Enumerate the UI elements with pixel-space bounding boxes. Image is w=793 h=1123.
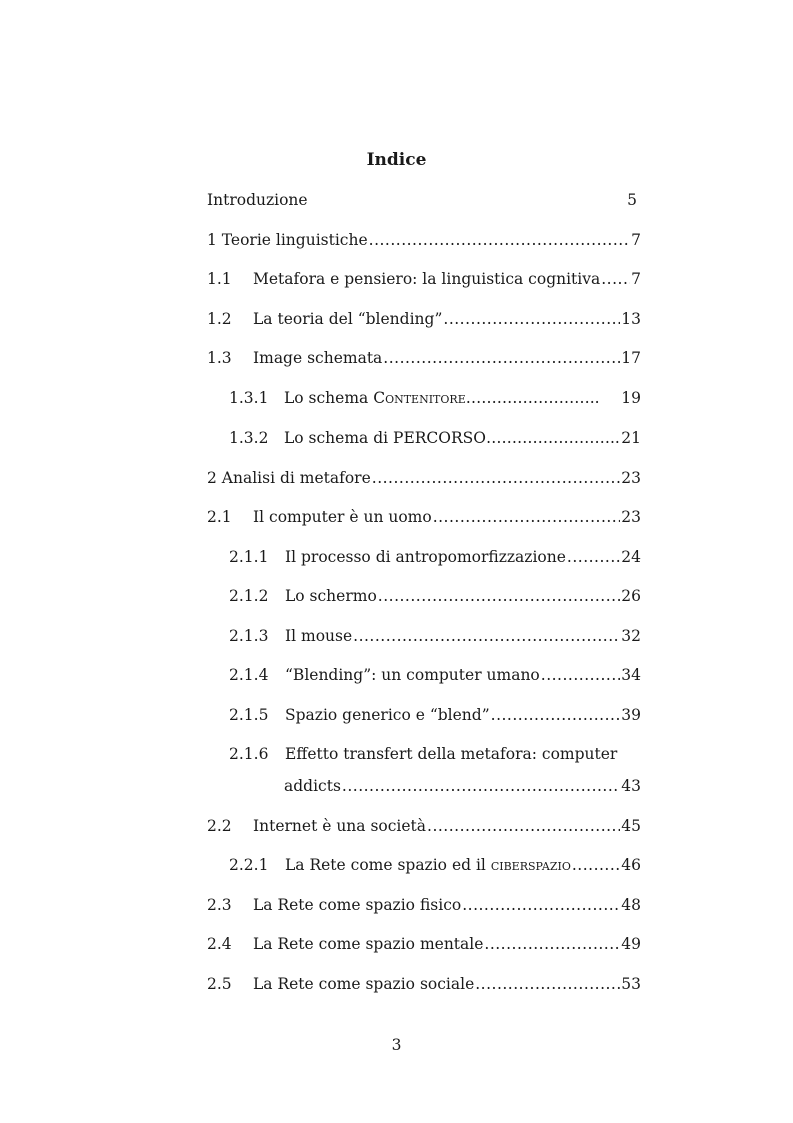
toc-entry-2-1-1[interactable] <box>229 545 641 569</box>
toc-entry-2-1-2[interactable] <box>229 584 641 608</box>
toc-label: Metafora e pensiero: la linguistica cognitiva <box>253 270 601 288</box>
toc-page: 45 <box>621 817 641 835</box>
leader-dots <box>462 893 620 917</box>
toc-entry-2-3[interactable] <box>207 893 641 917</box>
leader-dots <box>475 972 620 996</box>
toc-leader-tail: …………………….. <box>486 429 620 447</box>
leader-dots <box>443 307 620 331</box>
toc-label: La Rete come spazio mentale <box>253 935 484 953</box>
toc-number: 2.2.1 <box>229 856 269 874</box>
toc-page: 23 <box>621 508 641 526</box>
toc-entry-2-1-5[interactable] <box>229 703 641 727</box>
toc-entry-2-1-3[interactable] <box>229 624 641 648</box>
toc-entry-1-1[interactable] <box>207 267 641 291</box>
leader-dots <box>378 584 620 608</box>
toc-page: 46 <box>621 856 641 874</box>
toc-label: “Blending”: un computer umano <box>285 666 540 684</box>
toc-page: 32 <box>621 627 641 645</box>
toc-number: 2.1.6 <box>229 745 269 763</box>
toc-label: Effetto transfert della metafora: computer <box>285 745 618 763</box>
toc-label-continuation: addicts <box>284 777 341 795</box>
toc-page: 53 <box>621 975 641 993</box>
toc-entry-chapter-1[interactable] <box>207 228 641 252</box>
page-number: 3 <box>391 1036 402 1054</box>
toc-page: 24 <box>621 548 641 566</box>
leader-dots <box>484 932 620 956</box>
toc-label: Lo schema Contenitore…………………….. <box>284 389 600 407</box>
toc-entry-chapter-2[interactable] <box>207 466 641 490</box>
toc-label: Lo schermo <box>285 587 377 605</box>
toc-number: 2.1 <box>207 508 232 526</box>
toc-number: 1.3.1 <box>229 389 269 407</box>
leader-dots <box>433 505 621 529</box>
toc-entry-1-3[interactable] <box>207 346 641 370</box>
toc-number: 1.2 <box>207 310 232 328</box>
toc-entry-1-3-2[interactable] <box>229 426 641 450</box>
leader-dots <box>372 466 621 490</box>
toc-number: 2.2 <box>207 817 232 835</box>
toc-entry-2-2-1[interactable] <box>229 853 641 877</box>
toc-page: 48 <box>621 896 641 914</box>
toc-label: La Rete come spazio fisico <box>253 896 462 914</box>
toc-label: Internet è una società <box>253 817 427 835</box>
toc-label: La Rete come spazio sociale <box>253 975 475 993</box>
leader-dots <box>427 814 620 838</box>
toc-label-smallcaps: Contenitore <box>373 389 466 407</box>
toc-label: La teoria del “blending” <box>253 310 443 328</box>
toc-page: 39 <box>621 706 641 724</box>
leader-dots <box>383 346 620 370</box>
toc-number: 1.3.2 <box>229 429 269 447</box>
leader-dots <box>353 624 620 648</box>
toc-entry-2-2[interactable] <box>207 814 641 838</box>
toc-page: 5 <box>627 191 637 209</box>
toc-page: 49 <box>621 935 641 953</box>
toc-label: Image schemata <box>253 349 383 367</box>
toc-label: Il computer è un uomo <box>253 508 432 526</box>
leader-dots <box>601 267 630 291</box>
toc-entry-1-3-1[interactable] <box>229 386 641 410</box>
toc-number: 2.1.4 <box>229 666 269 684</box>
toc-number: 2.1.5 <box>229 706 269 724</box>
leader-dots <box>369 228 630 252</box>
toc-page: 13 <box>621 310 641 328</box>
toc-label: La Rete come spazio ed il ciberspazio <box>285 856 571 874</box>
toc-entry-2-1-4[interactable] <box>229 663 641 687</box>
toc-label: Lo schema di PERCORSO…………………….. <box>284 429 620 447</box>
leader-dots <box>491 703 621 727</box>
toc-entry-2-1-6-continuation[interactable] <box>284 774 641 798</box>
leader-dots <box>567 545 620 569</box>
leader-dots <box>342 774 620 798</box>
toc-page: 21 <box>621 429 641 447</box>
leader-dots <box>541 663 620 687</box>
toc-page: 34 <box>621 666 641 684</box>
toc-number: 2.1.2 <box>229 587 269 605</box>
toc-leader-tail: …………………….. <box>465 389 600 407</box>
toc-label: 2 Analisi di metafore <box>207 469 371 487</box>
toc-label-smallcaps: ciberspazio <box>490 856 571 874</box>
toc-page: 7 <box>631 270 641 288</box>
toc-page: 7 <box>631 231 641 249</box>
page-title: Indice <box>366 150 427 170</box>
toc-page: 17 <box>621 349 641 367</box>
toc-page: 26 <box>621 587 641 605</box>
toc-entry-1-2[interactable] <box>207 307 641 331</box>
toc-entry-2-1[interactable] <box>207 505 641 529</box>
toc-label: Il mouse <box>285 627 353 645</box>
toc-number: 2.4 <box>207 935 232 953</box>
toc-number: 2.1.1 <box>229 548 269 566</box>
toc-number: 2.5 <box>207 975 232 993</box>
toc-page: 23 <box>621 469 641 487</box>
leader-dots <box>572 853 620 877</box>
toc-label: Il processo di antropomorfizzazione <box>285 548 566 566</box>
toc-entry-introduzione[interactable] <box>207 188 641 212</box>
toc-page: 43 <box>621 777 641 795</box>
toc-entry-2-5[interactable] <box>207 972 641 996</box>
toc-entry-2-1-6[interactable] <box>229 742 641 766</box>
toc-label: 1 Teorie linguistiche <box>207 231 368 249</box>
toc-number: 1.3 <box>207 349 232 367</box>
toc-entry-2-4[interactable] <box>207 932 641 956</box>
toc-label: Introduzione <box>207 191 308 209</box>
toc-number: 2.1.3 <box>229 627 269 645</box>
toc-number: 2.3 <box>207 896 232 914</box>
toc-page: 19 <box>621 389 641 407</box>
toc-label: Spazio generico e “blend” <box>285 706 490 724</box>
toc-number: 1.1 <box>207 270 232 288</box>
